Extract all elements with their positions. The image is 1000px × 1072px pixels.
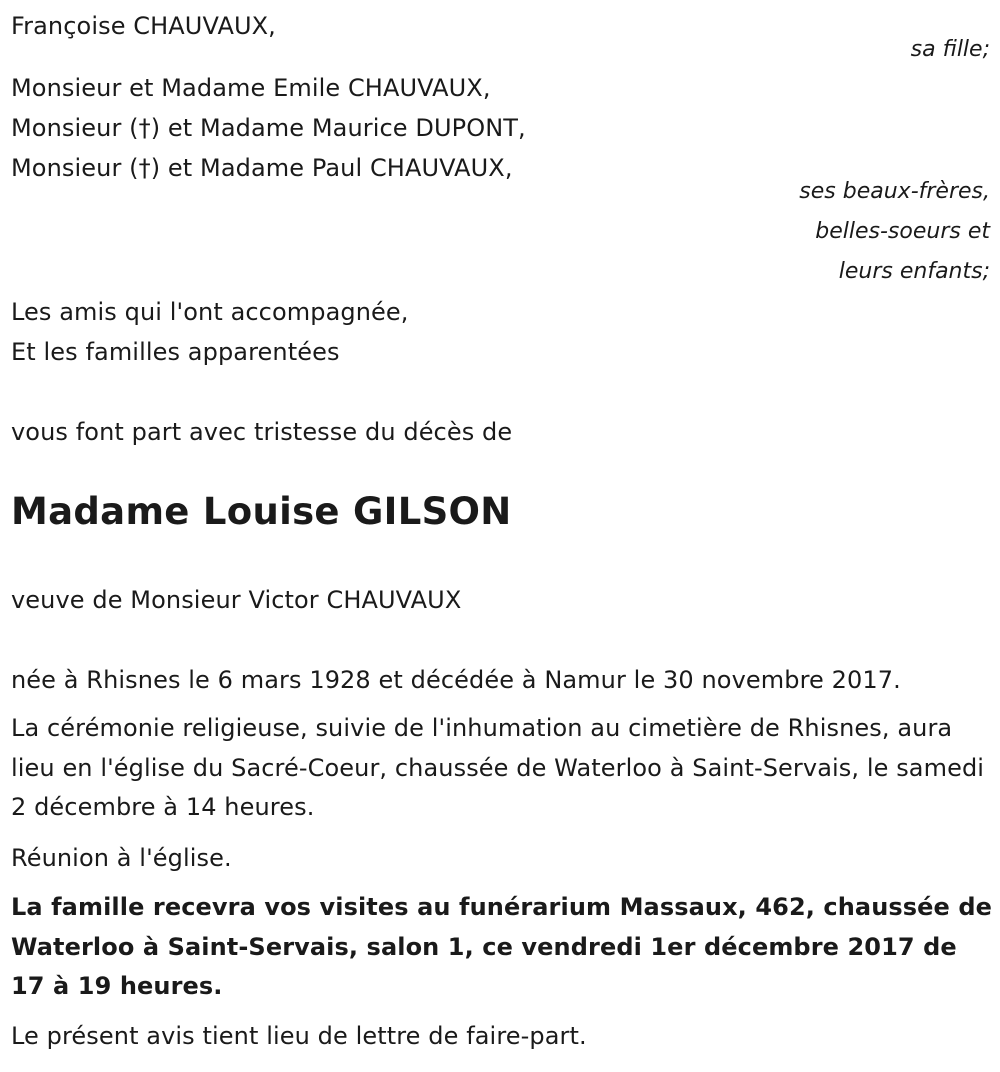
closing-text: Le présent avis tient lieu de lettre de faire-part. (11, 1022, 587, 1050)
deceased-name: Madame Louise GILSON (11, 490, 512, 533)
daughter-role: sa fille; (910, 37, 990, 62)
families-line: Et les familles apparentées (11, 338, 340, 366)
in-law-line-2: Monsieur (†) et Madame Maurice DUPONT, (11, 114, 526, 142)
in-law-line-3: Monsieur (†) et Madame Paul CHAUVAUX, (11, 154, 513, 182)
in-laws-role-line-3: leurs enfants; (838, 259, 990, 284)
in-laws-role-line-2: belles-soeurs et (815, 219, 990, 244)
visits-paragraph: La famille recevra vos visites au funérarium Massaux, 462, chaussée de Waterloo à Saint-Servais, salon 1, ce vendredi 1er décembre 2017 de 17 à 19 heures. (11, 893, 993, 1000)
friends-line: Les amis qui l'ont accompagnée, (11, 298, 409, 326)
widow-of-text: veuve de Monsieur Victor CHAUVAUX (11, 586, 462, 614)
in-law-line-1: Monsieur et Madame Emile CHAUVAUX, (11, 74, 491, 102)
announcement-text: vous font part avec tristesse du décès de (11, 418, 513, 446)
in-laws-role-line-1: ses beaux-frères, (799, 179, 990, 204)
daughter-name: Françoise CHAUVAUX, (11, 12, 276, 40)
ceremony-paragraph: La cérémonie religieuse, suivie de l'inhumation au cimetière de Rhisnes, aura lieu en l'église du Sacré-Coeur, chaussée de Waterloo à Saint-Servais, le samedi 2 décembre à 14 heures. (11, 714, 985, 821)
birth-death-dates: née à Rhisnes le 6 mars 1928 et décédée à Namur le 30 novembre 2017. (11, 666, 901, 694)
meeting-text: Réunion à l'église. (11, 844, 232, 872)
